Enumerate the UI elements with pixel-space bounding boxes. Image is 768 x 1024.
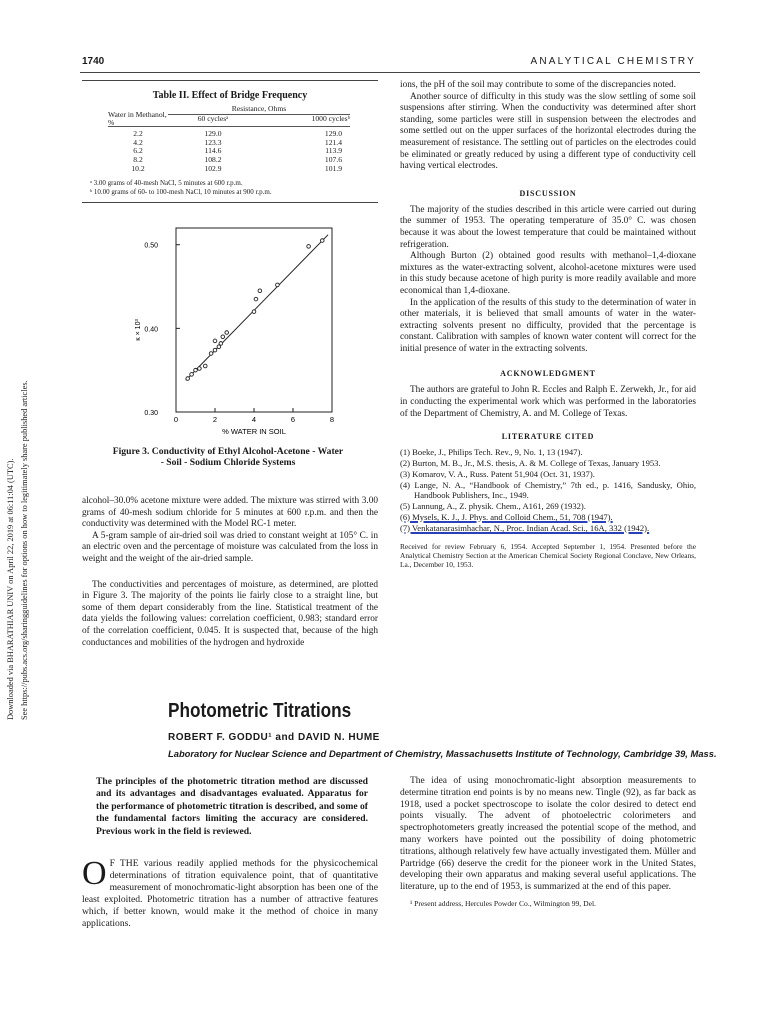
right-paragraph-1: ions, the pH of the soil may contribute to some of the discrepancies noted. <box>400 80 677 90</box>
left-column <box>82 496 378 649</box>
table-title: Table II. Effect of Bridge Frequency <box>152 90 308 101</box>
table-row: 8.2 108.2 107.6 <box>133 154 342 164</box>
col-header-resistance: Resistance, Ohms <box>168 105 350 114</box>
table-row: 6.2 114.6 113.9 <box>133 146 342 156</box>
reference-3: (3) Komarov, V. A., Russ. Patent 51,904 (Oct. 31, 1937). <box>400 468 595 479</box>
literature-heading: LITERATURE CITED <box>501 432 595 442</box>
data-point <box>258 289 262 293</box>
table-2 <box>82 80 378 203</box>
x-axis-label: % WATER IN SOIL <box>222 427 286 436</box>
plot-frame <box>176 228 332 412</box>
article-abstract: The principles of the photometric titration method are discussed and its advantages and disadvantages evaluated. Apparatus for the performance of photometric titration is described, and some of the fundamental factors limiting the accuracy are considered. Previous work in the field is reviewed. <box>96 776 368 837</box>
article-intro <box>82 855 378 930</box>
article-right-paragraph: The idea of using monochromatic-light absorption measurements to determine titration end points is by no means new. Tingle (92), as far back as 1918, used a pocket spectroscope to isolate the color desired to detect end points visually. The advent of photoelectric colorimeters and spectrophotometers greatly increased the potential scope of the method, and many workers have pointed out the possibility of doing photometric titrations, although relatively few have actually investigated them. Müller and Partridge (66) deserve the credit for the pioneer work in the United States, developing their own apparatus and making several useful applications. The literature, up to the end of 1953, is summarized at the end of this paper. <box>400 776 696 893</box>
x-tick-label: 4 <box>251 415 257 424</box>
discussion-heading: DISCUSSION <box>519 188 577 198</box>
reference-2: (2) Burton, M. B., Jr., M.S. thesis, A. & M. College of Texas, January 1953. <box>400 458 661 469</box>
acknowledgment-heading: ACKNOWLEDGMENT <box>500 369 596 379</box>
x-tick-label: 2 <box>212 415 218 424</box>
page-number: 1740 <box>82 56 105 67</box>
download-notice-line2: See https://pubs.acs.org/sharingguidelines for options on how to legitimately share published articles. <box>20 380 29 720</box>
acknowledgment-text: The authors are grateful to John R. Eccles and Ralph E. Zerwekh, Jr., for aid in conducting the experimental work which was performed in the laboratories of the Department of Chemistry, A. and M. College of Texas. <box>400 385 696 419</box>
table-bottom-rule <box>82 202 378 203</box>
footnote-a: ᵃ 3.00 grams of 40-mesh NaCl, 5 minutes at 600 r.p.m. <box>90 179 243 188</box>
data-point <box>320 239 324 243</box>
reference-6: (6) Mysels, K. J., J. Phys. and Colloid Chem., 51, 708 (1947). <box>400 512 613 523</box>
article-title: Photometric Titrations <box>168 700 352 722</box>
table-row: 4.2 123.3 121.4 <box>133 137 342 147</box>
footnote-b: ᵇ 10.00 grams of 60- to 100-mesh NaCl, 10 minutes at 900 r.p.m. <box>90 187 272 196</box>
data-point <box>209 352 213 356</box>
data-point <box>254 297 258 301</box>
y-tick-label: 0.40 <box>144 326 158 334</box>
y-axis-label: κ × 10³ <box>135 319 142 341</box>
reference-7: (7) Venkatanarasimhachar, N., Proc. Indian Acad. Sci., 16A, 332 (1942). <box>400 522 650 533</box>
data-point <box>219 342 223 346</box>
data-point <box>252 310 256 314</box>
fit-line <box>186 235 328 381</box>
left-paragraph-1: alcohol–30.0% acetone mixture were added. The mixture was stirred with 3.00 grams of 40-mesh sodium chloride for 5 minutes at 600 r.p.m. and then the conductivity was determined with the Model RC-1 meter. <box>82 496 378 530</box>
data-point <box>186 377 190 381</box>
y-tick-label: 0.50 <box>144 242 158 250</box>
figure-3-chart <box>120 222 360 444</box>
intro-text: F THE various readily applied methods for the physicochemical determinations of titration equivalence point, that of quantitative measurement of monochromatic-light absorption has been one of the least exploited. Photometric titration has a number of attractive features which, if better known, would make it the method of choice in many applications. <box>82 858 378 929</box>
download-notice-line1: Downloaded via BHARATHIAR UNIV on April 22, 2019 at 06:11:04 (UTC). <box>6 458 15 720</box>
discussion-paragraph-3: In the application of the results of this study to the determination of water in other materials, it is believed that small amounts of water in the water-extracting solvents present no difficulty, provided that the percentage is constant. Calibration with samples of known water content will correct for the initial presence of water in the extracting solvents. <box>400 297 696 354</box>
drop-cap: O <box>82 855 107 892</box>
col-header-1000: 1000 cyclesᵇ <box>311 113 350 123</box>
article-affiliation: Laboratory for Nuclear Science and Department of Chemistry, Massachusetts Institute of Technology, Cambridge 39, Mass. <box>168 748 717 759</box>
x-tick-label: 6 <box>290 415 296 424</box>
table-row: 10.2 102.9 101.9 <box>131 163 342 173</box>
reference-1: (1) Boeke, J., Philips Tech. Rev., 9, No. 1, 13 (1947). <box>400 447 583 458</box>
col-header-60: 60 cyclesᵃ <box>197 113 229 123</box>
table-footnotes <box>90 179 378 196</box>
data-point <box>221 335 225 339</box>
received-note: Received for review February 6, 1954. Accepted September 1, 1954. Presented before the Analytical Chemistry Section at the American Chemical Society Regional Conclave, New Orleans, La., December 10, 1953. <box>400 541 696 570</box>
data-point <box>203 364 207 368</box>
discussion-paragraph-2: Although Burton (2) obtained good results with methanol–1,4-dioxane mixtures as the water-extracting solvent, alcohol-acetone mixtures were used in this study because acetone of high purity is more readily available and more economical than 1,4-dioxane. <box>400 251 696 296</box>
y-tick-label: 0.30 <box>144 410 158 417</box>
reference-5: (5) Lannung, A., Z. physik. Chem., A161, 269 (1932). <box>400 501 586 512</box>
table-row: 2.2 129.0 129.0 <box>133 129 342 139</box>
article-authors: ROBERT F. GODDU¹ and DAVID N. HUME <box>168 732 380 743</box>
table-top-rule <box>82 80 378 81</box>
download-notice <box>2 300 38 720</box>
data-point <box>194 368 198 372</box>
data-point <box>190 373 194 377</box>
data-point <box>276 283 280 287</box>
data-point <box>213 348 217 352</box>
data-point <box>225 331 229 335</box>
table-grid <box>108 105 350 173</box>
article-footnote: ¹ Present address, Hercules Powder Co., Wilmington 99, Del. <box>410 898 596 908</box>
data-point <box>198 367 202 371</box>
data-point <box>213 339 217 343</box>
left-paragraph-3: The conductivities and percentages of moisture, as determined, are plotted in Figure 3. The majority of the points lie fairly close to a straight line, but some of them depart considerably from the line. Statistical treatment of the data yields the following values: correlation coefficient, 0.983; standard error of the correlation coefficient, 0.045. It is suspected that, because of the high conductances and mobilities of the hydrogen and hydroxide <box>82 579 378 648</box>
x-tick-label: 8 <box>329 415 335 424</box>
col-header-water: Water in Methanol, % <box>108 110 167 127</box>
article-right-column <box>400 776 696 910</box>
left-paragraph-2: A 5-gram sample of air-dried soil was dried to constant weight at 105° C. in an electric oven and the percentage of moisture was calculated from the loss in weight and the weight of the air-dried sample. <box>82 530 378 564</box>
discussion-paragraph-1: The majority of the studies described in this article were carried out during the summer of 1953. The operating temperature of 35.0° C. was chosen because it was about the lowest temperature that could be maintained without refrigeration. <box>400 204 696 250</box>
figure-3-caption: Figure 3. Conductivity of Ethyl Alcohol-Acetone - Water - Soil - Sodium Chloride Systems <box>112 446 344 468</box>
data-point <box>307 245 311 249</box>
x-tick-label: 0 <box>173 415 179 424</box>
right-column <box>400 80 696 570</box>
right-paragraph-2: Another source of difficulty in this study was the slow settling of some soil suspensions after stirring. When the conductivity was determined after short standing, some particles were still in suspension between the electrodes and some settled out on the upper surfaces of the horizontal electrodes during the measurement of resistance. The settling out of particles on the electrodes could be eliminated or greatly reduced by using a different type of conductivity cell having vertical electrodes. <box>400 91 696 172</box>
reference-4: (4) Lange, N. A., “Handbook of Chemistry,” 7th ed., p. 1416, Sandusky, Ohio, Handbook Publishers, Inc., 1949. <box>400 479 696 501</box>
journal-name: ANALYTICAL CHEMISTRY <box>530 56 696 67</box>
references-list <box>400 447 696 533</box>
header-rule <box>80 72 700 73</box>
